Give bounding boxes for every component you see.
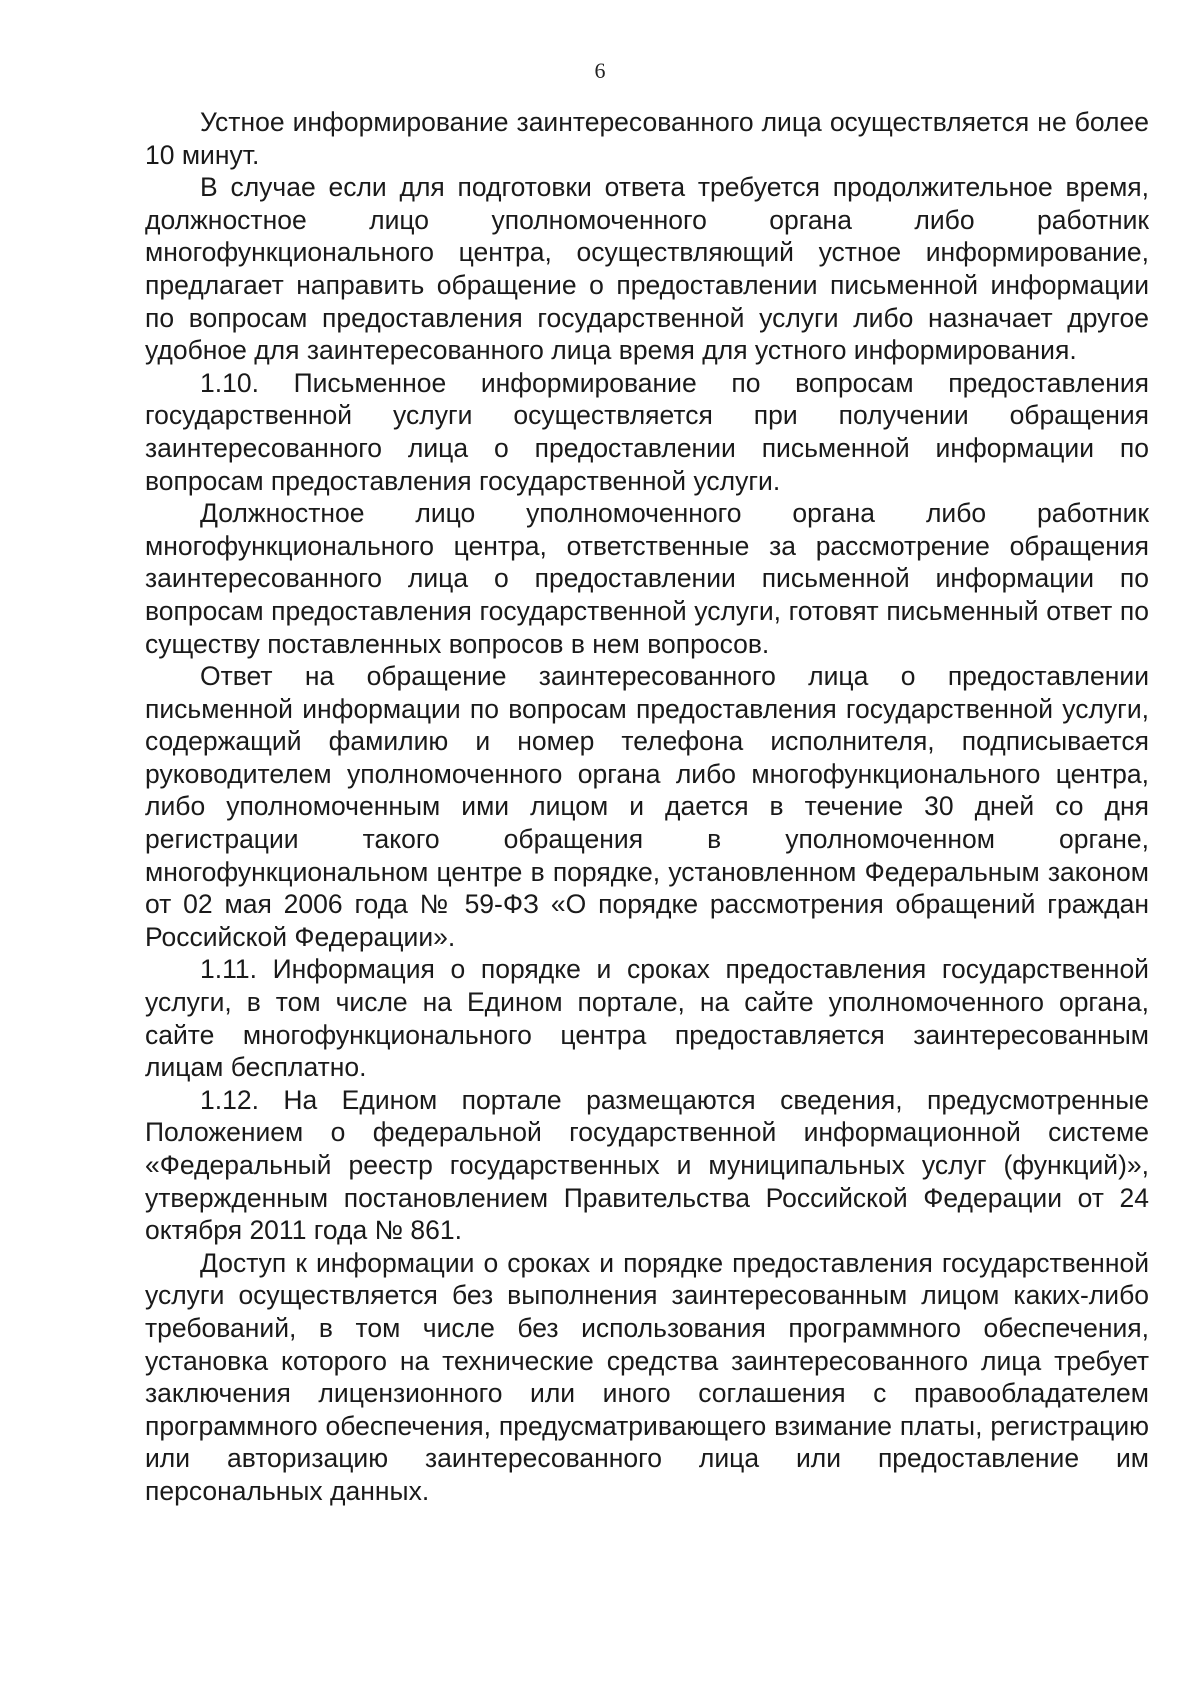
paragraph-1-10-written-info: 1.10. Письменное информирование по вопросам предоставления государственной услуги осуществляется при получении обращения заинтересованного лица о предоставлении письменной информации по вопросам предоставления государственной услуги.: [145, 367, 1149, 496]
paragraph-long-preparation: В случае если для подготовки ответа требуется продолжительное время, должностное лицо уполномоченного органа либо работник многофункционального центра, осуществляющий устное информирование, предлагает направить обращение о предоставлении письменной информации по вопросам предоставления государственной услуги либо назначает другое удобное для заинтересованного лица время для устного информирования.: [145, 172, 1149, 366]
page-number: 6: [594, 58, 606, 83]
paragraph-access-without-requirements: Доступ к информации о сроках и порядке предоставления государственной услуги осуществляется без выполнения заинтересованным лицом каких-либо требований, в том числе без использования программного обеспечения, установка которого на технические средства заинтересованного лица требует заключения лицензионного или иного соглашения с правообладателем программного обеспечения, предусматривающего взимание платы, регистрацию или авторизацию заинтересованного лица или предоставление им персональных данных.: [145, 1247, 1149, 1506]
paragraph-oral-duration: Устное информирование заинтересованного лица осуществляется не более 10 минут.: [145, 107, 1149, 170]
paragraph-answer-signing: Ответ на обращение заинтересованного лица о предоставлении письменной информации по вопросам предоставления государственной услуги, содержащий фамилию и номер телефона исполнителя, подписывается руководителем уполномоченного органа либо многофункционального центра, либо уполномоченным ими лицом и дается в течение 30 дней со дня регистрации такого обращения в уполномоченном органе, многофункциональном центре в порядке, установленном Федеральным законом от 02 мая 2006 года № 59-ФЗ «О порядке рассмотрения обращений граждан Российской Федерации».: [145, 661, 1149, 952]
document-body: [145, 106, 1149, 1508]
paragraph-1-11-free-info: 1.11. Информация о порядке и сроках предоставления государственной услуги, в том числе на Едином портале, на сайте уполномоченного органа, сайте многофункционального центра предоставляется заинтересованным лицам бесплатно.: [145, 954, 1149, 1083]
paragraph-1-12-portal-info: 1.12. На Едином портале размещаются сведения, предусмотренные Положением о федеральной государственной информационной системе «Федеральный реестр государственных и муниципальных услуг (функций)», утвержденным постановлением Правительства Российской Федерации от 24 октября 2011 года № 861.: [145, 1084, 1149, 1246]
paragraph-written-answer-preparation: Должностное лицо уполномоченного органа либо работник многофункционального центра, ответственные за рассмотрение обращения заинтересованного лица о предоставлении письменной информации по вопросам предоставления государственной услуги, готовят письменный ответ по существу поставленных вопросов в нем вопросов.: [145, 498, 1149, 659]
